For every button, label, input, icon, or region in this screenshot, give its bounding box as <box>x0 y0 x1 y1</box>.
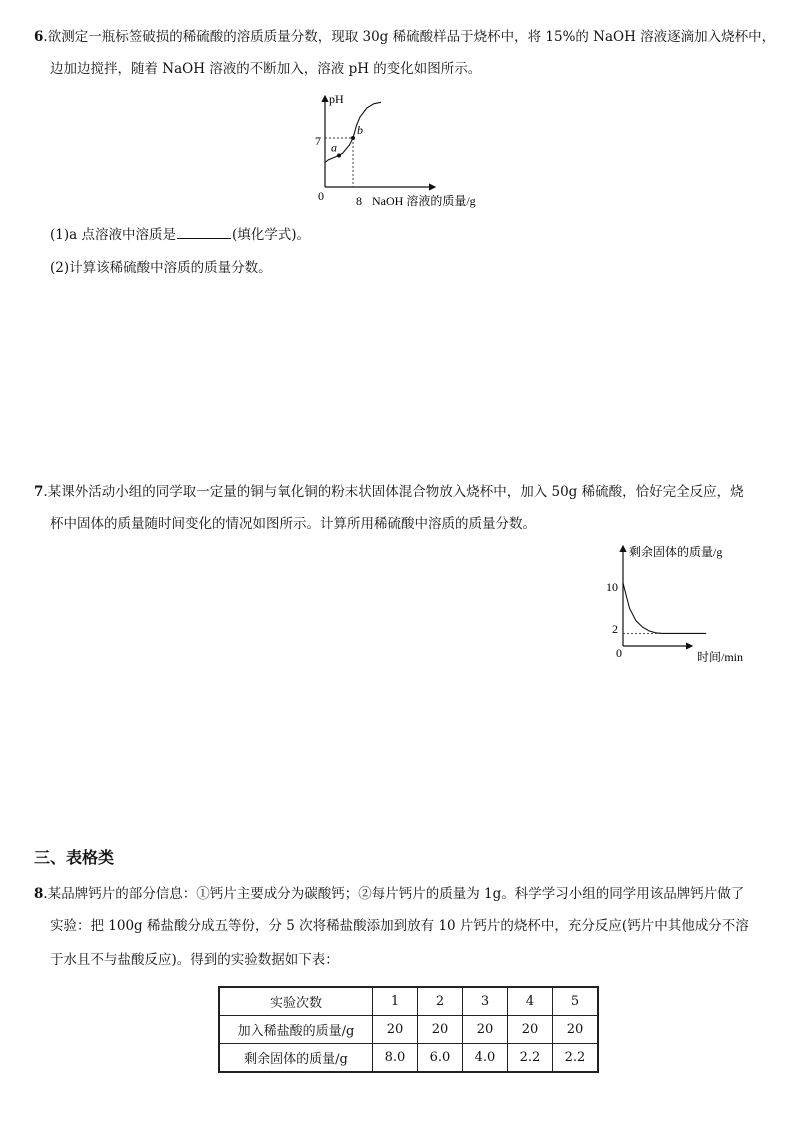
table-row <box>219 987 598 1016</box>
table-cell: 6.0 <box>418 1044 463 1073</box>
table-cell: 20 <box>508 1016 553 1044</box>
q6-point-b <box>351 136 355 140</box>
table-cell: 4.0 <box>463 1044 508 1073</box>
q8-number: 8 <box>34 886 44 902</box>
q6-line1 <box>34 27 775 47</box>
table-row-label: 加入稀盐酸的质量/g <box>219 1016 373 1044</box>
q8-text-line1: .某品牌钙片的部分信息：①钙片主要成分为碳酸钙；②每片钙片的质量为 1g。科学学习小组的同学用该品牌钙片做了 <box>43 886 745 902</box>
q7-y-tick-10: 10 <box>606 580 618 594</box>
q6-sub1 <box>50 223 310 243</box>
q6-line2: 边加边搅拌，随着 NaOH 溶液的不断加入，溶液 pH 的变化如图所示。 <box>50 61 482 77</box>
q6-y-tick-label: 7 <box>315 134 321 148</box>
table-col-header: 2 <box>418 987 463 1016</box>
q8-line1 <box>34 884 744 904</box>
table-cell: 2.2 <box>553 1044 599 1073</box>
q6-point-label-a: a <box>331 140 337 155</box>
q6-sub1-pre: (1)a 点溶液中溶质是 <box>50 227 176 243</box>
q7-y-tick-2: 2 <box>612 622 618 636</box>
q7-text-line1: .某课外活动小组的同学取一定量的铜与氧化铜的粉末状固体混合物放入烧杯中，加入 50g 稀硫酸，恰好完全反应，烧 <box>43 484 744 500</box>
table-col-header: 4 <box>508 987 553 1016</box>
q7-mass-curve <box>623 583 706 633</box>
q6-origin-label: 0 <box>318 189 324 203</box>
q7-number: 7 <box>34 484 44 500</box>
q8-line2: 实验：把 100g 稀盐酸分成五等份，分 5 次将稀盐酸添加到放有 10 片钙片的烧杯中，充分反应(钙片中其他成分不溶 <box>50 918 749 934</box>
table-cell: 20 <box>553 1016 599 1044</box>
q6-ph-chart <box>300 88 510 210</box>
q6-point-label-b: b <box>357 123 363 137</box>
table-cell: 20 <box>418 1016 463 1044</box>
q7-origin-label: 0 <box>616 646 622 660</box>
q7-line2: 杯中固体的质量随时间变化的情况如图所示。计算所用稀硫酸中溶质的质量分数。 <box>50 516 536 532</box>
table-cell: 20 <box>373 1016 418 1044</box>
q6-sub1-post: (填化学式)。 <box>231 227 311 243</box>
q6-x-tick-label: 8 <box>356 194 362 208</box>
q6-y-label: pH <box>329 92 344 106</box>
table-row-label: 剩余固体的质量/g <box>219 1044 373 1073</box>
q7-y-label: 剩余固体的质量/g <box>629 545 723 559</box>
q6-x-label: NaOH 溶液的质量/g <box>372 194 476 208</box>
q6-point-a <box>337 154 341 158</box>
q6-answer-blank[interactable] <box>177 226 231 239</box>
table-row <box>219 1016 598 1044</box>
q7-line1 <box>34 482 744 502</box>
table-cell: 20 <box>463 1016 508 1044</box>
q6-sub2: (2)计算该稀硫酸中溶质的质量分数。 <box>50 260 272 276</box>
table-cell: 8.0 <box>373 1044 418 1073</box>
table-cell: 2.2 <box>508 1044 553 1073</box>
table-col-header: 1 <box>373 987 418 1016</box>
table-col-header: 3 <box>463 987 508 1016</box>
q7-x-label: 时间/min <box>697 650 744 664</box>
table-row <box>219 1044 598 1073</box>
section-3-title: 三、表格类 <box>34 848 115 867</box>
table-col-header: 5 <box>553 987 599 1016</box>
q6-number: 6 <box>34 29 44 45</box>
table-header-label: 实验次数 <box>219 987 373 1016</box>
q8-line3: 于水且不与盐酸反应)。得到的实验数据如下表： <box>50 952 339 968</box>
q6-text-line1: .欲测定一瓶标签破损的稀硫酸的溶质质量分数，现取 30g 稀硫酸样品于烧杯中，将 15%的 NaOH 溶液逐滴加入烧杯中， <box>43 29 776 45</box>
q7-solid-mass-chart <box>600 540 790 668</box>
q8-data-table <box>218 986 599 1073</box>
